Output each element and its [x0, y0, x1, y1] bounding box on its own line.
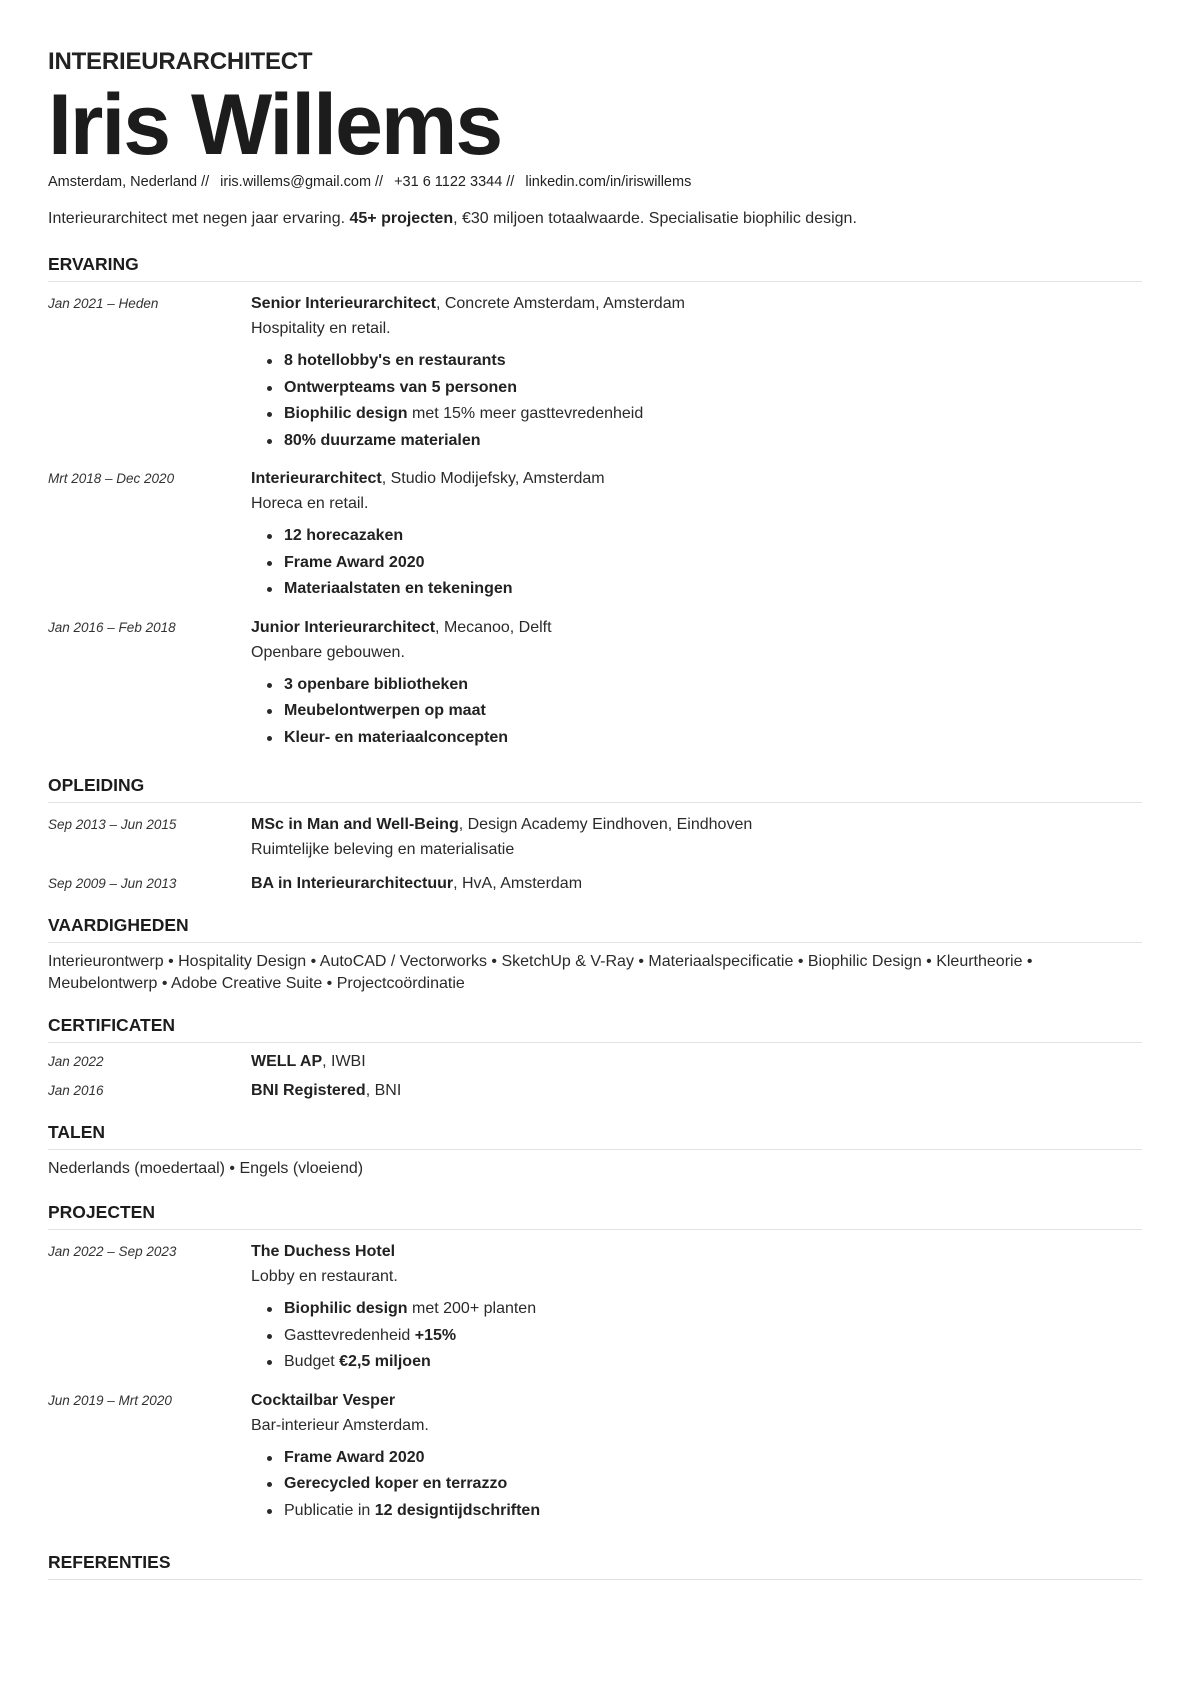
- contact-linkedin[interactable]: linkedin.com/in/iriswillems: [525, 174, 692, 190]
- bullet-bold: Gerecycled koper en terrazzo: [284, 1475, 508, 1492]
- job-title: Junior Interieurarchitect: [251, 618, 436, 636]
- entry-body: [251, 617, 1142, 752]
- institution: , HvA, Amsterdam: [453, 875, 583, 892]
- bullet-text: met 200+ planten: [407, 1300, 537, 1317]
- list-item: [273, 698, 1142, 725]
- certificate-entry: [48, 1080, 1142, 1102]
- list-item: [273, 1349, 1142, 1376]
- entry-body: [251, 1080, 1142, 1102]
- profile-summary: [48, 208, 1142, 230]
- bullet-bold: Frame Award 2020: [284, 553, 425, 571]
- achievement-list: [251, 348, 1142, 454]
- section-title: TALEN: [48, 1120, 1142, 1150]
- bullet-text: Gasttevredenheid: [284, 1326, 415, 1344]
- entry-date: Jan 2022 – Sep 2023: [48, 1244, 177, 1259]
- section-certificates: [48, 1013, 1142, 1102]
- list-item: [273, 428, 1142, 455]
- achievement-list: [251, 672, 1142, 752]
- entry-heading: [251, 1080, 1142, 1102]
- section-education: [48, 773, 1142, 895]
- summary-highlight: 45+ projecten: [349, 210, 454, 227]
- section-title: VAARDIGHEDEN: [48, 913, 1142, 943]
- skills-list: Interieurontwerp • Hospitality Design • AutoCAD / Vectorworks • SketchUp & V-Ray • Materiaalspecificatie • Biophilic Design • Kleurtheorie • Meubelontwerp • Adobe Creative Suite • Projectcoördinatie: [48, 953, 1033, 992]
- project-name: Cocktailbar Vesper: [251, 1391, 396, 1409]
- contact-email[interactable]: iris.willems@gmail.com: [220, 174, 372, 190]
- experience-entry: [48, 468, 1142, 603]
- contact-line: [48, 172, 1142, 192]
- institution: , Design Academy Eindhoven, Eindhoven: [458, 816, 753, 833]
- entry-heading: [251, 468, 1142, 490]
- degree: MSc in Man and Well-Being: [251, 816, 459, 833]
- entry-body: [251, 1241, 1142, 1376]
- entry-description: Hospitality en retail.: [251, 320, 391, 337]
- education-entry: [48, 873, 1142, 895]
- section-skills: [48, 913, 1142, 995]
- entry-body: [251, 1390, 1142, 1525]
- entry-body: [251, 873, 1142, 895]
- resume-page: [48, 44, 1142, 1580]
- entry-body: [251, 293, 1142, 454]
- entry-heading: [251, 1390, 1142, 1412]
- contact-separator: //: [506, 174, 515, 190]
- certificate-entry: [48, 1051, 1142, 1073]
- entry-date: Sep 2013 – Jun 2015: [48, 817, 177, 832]
- list-item: [273, 1445, 1142, 1472]
- contact-location: Amsterdam, Nederland: [48, 174, 198, 190]
- list-item: [273, 1471, 1142, 1498]
- bullet-bold: Ontwerpteams van 5 personen: [284, 378, 517, 396]
- entry-date: Jun 2019 – Mrt 2020: [48, 1392, 172, 1408]
- list-item: [273, 1498, 1142, 1525]
- achievement-list: [251, 1296, 1142, 1376]
- project-entry: [48, 1241, 1142, 1376]
- section-title: OPLEIDING: [48, 773, 1142, 803]
- section-title: PROJECTEN: [48, 1200, 1142, 1230]
- entry-date: Sep 2009 – Jun 2013: [48, 876, 177, 891]
- job-title: Senior Interieurarchitect: [251, 295, 436, 312]
- bullet-bold: 8 hotellobby's en restaurants: [284, 352, 506, 369]
- bullet-bold: Kleur- en materiaalconcepten: [284, 728, 509, 746]
- section-references: [48, 1550, 1142, 1580]
- experience-entry: [48, 617, 1142, 752]
- issuer: , IWBI: [322, 1053, 366, 1070]
- entry-date: Jan 2016 – Feb 2018: [48, 619, 176, 635]
- experience-entry: [48, 293, 1142, 454]
- entry-heading: [251, 293, 1142, 315]
- education-entry: [48, 814, 1142, 861]
- job-title: Interieurarchitect: [251, 470, 382, 487]
- section-experience: [48, 252, 1142, 751]
- bullet-bold: +15%: [414, 1326, 457, 1344]
- list-item: [273, 576, 1142, 603]
- project-name: The Duchess Hotel: [251, 1243, 396, 1260]
- section-projects: [48, 1200, 1142, 1524]
- contact-phone[interactable]: +31 6 1122 3344: [394, 174, 503, 190]
- certificate-name: BNI Registered: [251, 1082, 366, 1099]
- list-item: [273, 1323, 1142, 1350]
- list-item: [273, 523, 1142, 550]
- project-entry: [48, 1390, 1142, 1525]
- entry-description: Lobby en restaurant.: [251, 1268, 398, 1285]
- entry-body: [251, 814, 1142, 861]
- list-item: [273, 348, 1142, 375]
- bullet-bold: Materiaalstaten en tekeningen: [284, 580, 513, 597]
- bullet-bold: 80% duurzame materialen: [284, 431, 481, 449]
- achievement-list: [251, 1445, 1142, 1525]
- role-title: INTERIEURARCHITECT: [48, 48, 313, 75]
- employer: , Studio Modijefsky, Amsterdam: [381, 470, 605, 487]
- bullet-bold: 12 horecazaken: [284, 527, 404, 544]
- resume-header: [48, 44, 1142, 230]
- list-item: [273, 725, 1142, 752]
- contact-separator: //: [375, 174, 384, 190]
- section-title: CERTIFICATEN: [48, 1013, 1142, 1043]
- entry-description: Horeca en retail.: [251, 495, 369, 512]
- degree: BA in Interieurarchitectuur: [251, 875, 454, 892]
- list-item: [273, 1296, 1142, 1323]
- summary-text: Interieurarchitect met negen jaar ervaring.: [48, 210, 350, 227]
- entry-heading: [251, 1241, 1142, 1263]
- section-title: REFERENTIES: [48, 1550, 1142, 1580]
- certificate-name: WELL AP: [251, 1053, 323, 1070]
- section-languages: [48, 1120, 1142, 1180]
- entry-date: Jan 2016: [48, 1083, 104, 1098]
- bullet-text: met 15% meer gasttevredenheid: [407, 405, 644, 422]
- bullet-bold: 3 openbare bibliotheken: [284, 675, 469, 693]
- entry-date: Mrt 2018 – Dec 2020: [48, 471, 175, 486]
- bullet-bold: Biophilic design: [284, 1300, 408, 1317]
- entry-heading: [251, 814, 1142, 836]
- bullet-bold: 12 designtijdschriften: [374, 1501, 541, 1519]
- candidate-name: Iris Willems: [48, 77, 502, 173]
- issuer: , BNI: [365, 1082, 402, 1099]
- entry-date: Jan 2022: [48, 1054, 104, 1069]
- entry-description: Bar-interieur Amsterdam.: [251, 1416, 429, 1434]
- section-title: ERVARING: [48, 252, 1142, 282]
- entry-heading: [251, 873, 1142, 895]
- employer: , Mecanoo, Delft: [435, 618, 552, 636]
- list-item: [273, 375, 1142, 402]
- entry-description: Openbare gebouwen.: [251, 643, 405, 661]
- entry-description: Ruimtelijke beleving en materialisatie: [251, 841, 515, 858]
- entry-body: [251, 1051, 1142, 1073]
- list-item: [273, 550, 1142, 577]
- entry-heading: [251, 617, 1142, 639]
- bullet-text: Publicatie in: [284, 1501, 375, 1519]
- summary-text: , €30 miljoen totaalwaarde. Specialisatie biophilic design.: [453, 210, 857, 227]
- bullet-bold: €2,5 miljoen: [339, 1353, 431, 1370]
- employer: , Concrete Amsterdam, Amsterdam: [435, 295, 685, 312]
- achievement-list: [251, 523, 1142, 603]
- bullet-text: Budget: [284, 1353, 340, 1370]
- languages-list: Nederlands (moedertaal) • Engels (vloeiend): [48, 1160, 364, 1177]
- entry-heading: [251, 1051, 1142, 1073]
- entry-body: [251, 468, 1142, 603]
- list-item: [273, 401, 1142, 428]
- bullet-bold: Meubelontwerpen op maat: [284, 702, 486, 719]
- bullet-bold: Biophilic design: [284, 405, 408, 422]
- list-item: [273, 672, 1142, 699]
- bullet-bold: Frame Award 2020: [284, 1448, 425, 1466]
- entry-date: Jan 2021 – Heden: [48, 296, 159, 311]
- contact-separator: //: [201, 174, 210, 190]
